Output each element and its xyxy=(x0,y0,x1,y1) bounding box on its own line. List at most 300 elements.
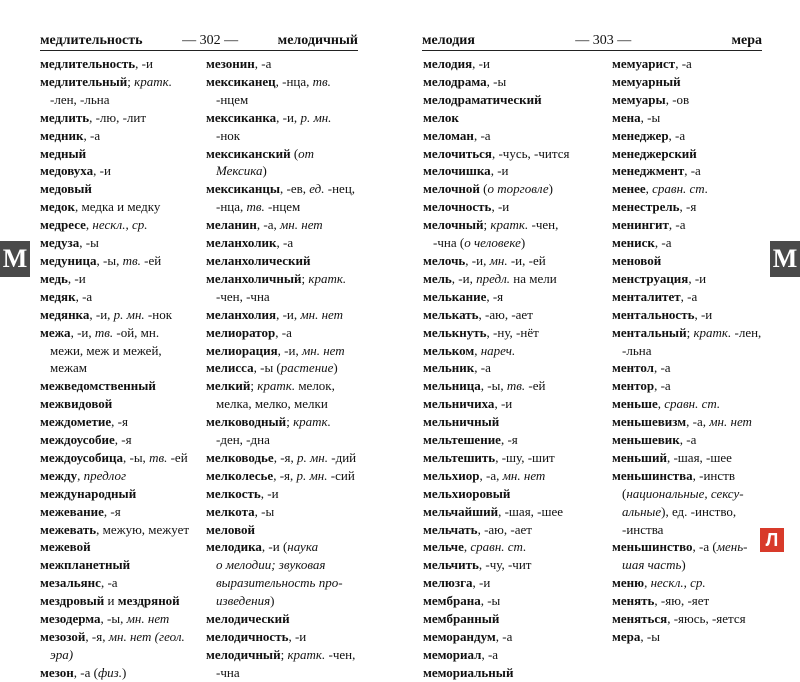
headword: мелиоратор xyxy=(206,324,276,340)
inflection: ) xyxy=(270,593,275,609)
inflection: , -и xyxy=(491,199,510,215)
grammar-note: кратк. xyxy=(257,378,296,394)
headword: мелок xyxy=(423,109,459,125)
publisher-logo-icon: Л xyxy=(760,528,784,552)
dictionary-entry xyxy=(206,610,356,628)
inflection: -чна ( xyxy=(433,235,465,251)
headword: ментальность xyxy=(612,306,695,322)
inflection: , -а xyxy=(684,163,701,179)
grammar-note: мн. нет xyxy=(300,306,344,322)
inflection: -ей xyxy=(167,449,188,465)
dictionary-entry xyxy=(423,467,603,485)
dictionary-entry xyxy=(612,449,777,467)
dictionary-entry xyxy=(206,628,356,646)
inflection: , -ы xyxy=(640,109,661,125)
dictionary-entry xyxy=(40,556,198,574)
dictionary-entry xyxy=(423,485,603,503)
dictionary-entry xyxy=(40,288,198,306)
inflection: , -я xyxy=(114,432,132,448)
headword: мелюзга xyxy=(423,575,473,591)
grammar-note: национальные, сексу- xyxy=(626,485,744,501)
dictionary-entry xyxy=(206,449,356,467)
dictionary-entry xyxy=(206,538,356,556)
grammar-note: Мексика xyxy=(216,163,263,179)
inflection: , -а xyxy=(275,324,292,340)
headword: медуница xyxy=(40,252,97,268)
dictionary-entry xyxy=(423,413,603,431)
header-first-word: медлительность xyxy=(40,33,143,48)
dictionary-entry xyxy=(206,55,356,73)
entry-continuation xyxy=(612,485,777,503)
headword: мелодичность xyxy=(206,629,289,644)
inflection: , -и, xyxy=(277,342,302,358)
headword: мелодия xyxy=(423,56,473,71)
headword: мелодрама xyxy=(423,73,487,89)
dictionary-entry xyxy=(40,252,198,270)
headword: мемуарист xyxy=(612,56,676,71)
headword: международный xyxy=(40,485,137,501)
grammar-note: р. мн. xyxy=(296,467,328,483)
headword: мембрана xyxy=(423,593,481,609)
headword: мельтешение xyxy=(423,432,501,448)
grammar-note: предл. xyxy=(476,270,511,286)
inflection: , xyxy=(644,575,651,591)
headword: ментор xyxy=(612,378,655,394)
entry-continuation xyxy=(206,395,356,413)
inflection: , -а xyxy=(495,629,513,644)
grammar-note: кратк. xyxy=(293,414,331,430)
grammar-note: тв. xyxy=(246,199,265,215)
inflection: ; xyxy=(280,646,288,662)
dictionary-entry xyxy=(206,467,356,485)
grammar-note: тв. xyxy=(312,73,331,89)
inflection: , -и, xyxy=(70,324,95,340)
dictionary-entry xyxy=(206,485,356,503)
grammar-note: мень- xyxy=(716,539,748,555)
dictionary-entry xyxy=(423,127,603,145)
headword: мемориальный xyxy=(423,664,514,680)
entry-continuation xyxy=(206,198,356,216)
headword: мелкость xyxy=(206,485,261,501)
inflection: , -я xyxy=(111,414,128,430)
headword: мельничный xyxy=(423,414,500,430)
inflection: , xyxy=(657,396,665,412)
grammar-note: кратк. xyxy=(134,73,172,89)
inflection: , -ы xyxy=(486,73,507,89)
inflection: , -ов xyxy=(665,91,690,107)
inflection: , -а, xyxy=(256,217,280,233)
headword: меломан xyxy=(423,127,474,143)
headword: мексиканцы xyxy=(206,181,280,197)
headword: менеджмент xyxy=(612,163,685,179)
inflection: , -яю, -яет xyxy=(654,593,710,609)
inflection: , -шая, -шее xyxy=(498,503,564,519)
inflection: -нец, xyxy=(324,181,356,197)
headword: медник xyxy=(40,127,84,143)
headword: меняться xyxy=(612,611,668,627)
headword: медный xyxy=(40,145,87,161)
dictionary-entry xyxy=(612,431,777,449)
dictionary-entry xyxy=(423,252,603,270)
inflection: мелок, xyxy=(295,378,335,394)
dictionary-entry xyxy=(206,342,356,360)
grammar-note: о мелодии; звуковая xyxy=(216,557,326,573)
headword: мелкота xyxy=(206,503,255,519)
inflection: -чна xyxy=(216,664,240,680)
dictionary-entry xyxy=(423,431,603,449)
inflection: , -и xyxy=(490,163,509,179)
dictionary-entry xyxy=(40,449,198,467)
inflection: , -ы, xyxy=(96,252,123,268)
grammar-note: тв. xyxy=(149,449,168,465)
dictionary-entry xyxy=(423,109,603,127)
headword: менталитет xyxy=(612,288,681,304)
entry-continuation xyxy=(206,127,356,145)
inflection: , -и xyxy=(472,575,491,591)
headword: мезодерма xyxy=(40,611,101,627)
inflection: , -и xyxy=(260,485,279,501)
headword: медок xyxy=(40,199,76,215)
headword: мелодика xyxy=(206,539,262,555)
dictionary-entry xyxy=(40,395,198,413)
dictionary-entry xyxy=(206,234,356,252)
grammar-note: о человеке xyxy=(464,235,521,251)
inflection: , -ы, xyxy=(480,378,507,394)
inflection: , -и, xyxy=(451,270,477,286)
headword: мельтешить xyxy=(423,449,496,465)
inflection: , -ы, xyxy=(122,449,150,465)
inflection: , -и xyxy=(694,306,713,322)
entry-continuation xyxy=(40,342,198,360)
headword: меланхолик xyxy=(206,235,277,251)
dictionary-entry xyxy=(40,324,198,342)
dictionary-entry xyxy=(612,610,777,628)
inflection: , межую, межует xyxy=(96,521,190,537)
inflection: , -а xyxy=(474,360,491,376)
entry-continuation xyxy=(40,91,198,109)
inflection: -нцем xyxy=(216,91,249,107)
dictionary-entry xyxy=(40,216,198,234)
inflection: ) xyxy=(681,557,686,573)
entry-continuation xyxy=(206,431,356,449)
headword: мелочь xyxy=(423,252,466,268)
dictionary-entry xyxy=(423,610,603,628)
inflection: ) xyxy=(520,235,526,251)
grammar-note: изведения xyxy=(216,593,271,609)
headword: менестрель xyxy=(612,199,680,215)
headword: мелочиться xyxy=(423,145,492,161)
inflection: , -и xyxy=(67,270,86,286)
dictionary-entry xyxy=(40,485,198,503)
headword: между xyxy=(40,467,78,483)
headword: мельчить xyxy=(423,557,479,573)
headword: мелодический xyxy=(206,611,290,627)
headword: мельник xyxy=(423,360,475,376)
grammar-note: кратк. xyxy=(693,324,732,340)
grammar-note: тв. xyxy=(506,378,526,394)
dictionary-entry xyxy=(423,306,603,324)
dictionary-entry xyxy=(206,413,356,431)
headword: мелодичный xyxy=(206,646,281,662)
dictionary-entry xyxy=(612,306,777,324)
headword: ментальный xyxy=(612,324,687,340)
grammar-note: мн. нет xyxy=(502,467,546,483)
headword: мемуары xyxy=(612,91,666,107)
dictionary-entry xyxy=(206,73,356,91)
headword: медь xyxy=(40,270,68,286)
dictionary-entry xyxy=(612,252,777,270)
dictionary-entry xyxy=(423,342,603,360)
header-first-word: мелодия xyxy=(422,33,475,48)
page-number: — 302 — xyxy=(182,33,239,48)
headword: междоусобие xyxy=(40,432,115,448)
grammar-note: ед. xyxy=(309,181,325,197)
entry-continuation xyxy=(40,359,198,377)
dictionary-entry xyxy=(423,359,603,377)
dictionary-entry xyxy=(40,610,198,628)
inflection: -ей xyxy=(525,378,546,394)
header-last-word: мера xyxy=(731,33,762,48)
entry-continuation xyxy=(206,592,356,610)
dictionary-entry xyxy=(40,413,198,431)
grammar-note: мн. нет xyxy=(301,342,345,358)
dictionary-entry xyxy=(206,180,356,198)
inflection: мелка, мелко, мелки xyxy=(216,396,328,412)
inflection: ; xyxy=(250,378,258,394)
inflection: -лен, -льна xyxy=(50,91,110,107)
entry-continuation xyxy=(612,521,777,539)
inflection: , -и xyxy=(93,163,111,179)
headword: мелисса xyxy=(206,360,254,376)
header-last-word: мелодичный xyxy=(277,33,358,48)
dictionary-entry xyxy=(40,198,198,216)
entry-continuation xyxy=(206,574,356,592)
dictionary-entry xyxy=(40,503,198,521)
grammar-note: предлог xyxy=(83,467,127,483)
dictionary-entry xyxy=(40,521,198,539)
headword: мездряной xyxy=(117,593,180,609)
inflection: , -ы xyxy=(254,503,275,519)
inflection: , -а xyxy=(100,575,118,591)
inflection: -чен, -чна xyxy=(216,288,270,304)
inflection: , -а ( xyxy=(692,539,717,555)
entry-continuation xyxy=(206,664,356,682)
dictionary-entry xyxy=(40,592,198,610)
grammar-note: сравн. ст. xyxy=(664,396,721,412)
headword: мезон xyxy=(40,664,74,680)
dictionary-entry xyxy=(612,180,777,198)
inflection: -лен, xyxy=(731,324,762,340)
inflection: -дий xyxy=(328,449,356,465)
grammar-note: наука xyxy=(287,539,319,555)
headword: мера xyxy=(612,629,641,644)
inflection: , xyxy=(77,467,84,483)
dictionary-entry xyxy=(40,431,198,449)
inflection: , -а xyxy=(481,646,499,662)
page-header-right xyxy=(422,31,762,49)
grammar-note: тв. xyxy=(94,324,114,340)
dictionary-entry xyxy=(40,234,198,252)
headword: медлительный xyxy=(40,73,128,89)
headword: мембранный xyxy=(423,611,500,627)
grammar-note: альные xyxy=(622,503,662,519)
headword: мельче xyxy=(423,539,464,555)
headword: межа xyxy=(40,324,71,340)
inflection: , -я xyxy=(486,288,504,304)
headword: меланин xyxy=(206,217,257,233)
grammar-note: кратк. xyxy=(490,217,529,233)
inflection: , -и, xyxy=(465,252,490,268)
inflection: межи, меж и межей, xyxy=(50,342,162,358)
dictionary-entry xyxy=(423,592,603,610)
inflection: , -я, xyxy=(273,449,298,465)
dictionary-entry xyxy=(423,377,603,395)
headword: межвидовой xyxy=(40,396,113,412)
headword: межевать xyxy=(40,521,97,537)
headword: меньшинство xyxy=(612,539,693,555)
headword: мексиканский xyxy=(206,145,291,161)
headword: мелодраматический xyxy=(423,91,542,107)
entry-continuation xyxy=(612,342,777,360)
letter-tab-right: М xyxy=(770,241,800,277)
headword: мельхиор xyxy=(423,467,480,483)
headword: менструация xyxy=(612,270,689,286)
inflection: , -чусь, -чится xyxy=(491,145,570,161)
dictionary-entry xyxy=(40,574,198,592)
dictionary-entry xyxy=(612,538,777,556)
dictionary-entry xyxy=(40,73,198,91)
grammar-note: мн. нет xyxy=(280,217,323,233)
inflection: , -ы ( xyxy=(253,360,281,376)
inflection: , -и, xyxy=(276,306,301,322)
letter-tab-left: М xyxy=(0,241,30,277)
dictionary-entry xyxy=(40,628,198,646)
dictionary-entry xyxy=(423,449,603,467)
dictionary-entry xyxy=(612,413,777,431)
headword: меньший xyxy=(612,449,667,465)
dictionary-entry xyxy=(423,55,603,73)
inflection: -нца, xyxy=(216,199,247,215)
dictionary-entry xyxy=(423,538,603,556)
inflection: ) xyxy=(548,181,553,197)
inflection: , -ев, xyxy=(279,181,310,197)
grammar-note: о торговле xyxy=(487,181,549,197)
headword: менеджер xyxy=(612,127,669,143)
dictionary-entry xyxy=(423,664,603,682)
inflection: -сий xyxy=(327,467,355,483)
headword: мелькать xyxy=(423,306,479,322)
inflection: , -шая, -шее xyxy=(666,449,732,465)
inflection: -нок xyxy=(216,127,241,143)
inflection: , xyxy=(463,539,471,555)
headword: мемуарный xyxy=(612,73,681,89)
inflection: , -а xyxy=(473,127,491,143)
inflection: -ой, мн. xyxy=(113,324,160,340)
inflection: ; xyxy=(301,270,309,286)
inflection: , -я, xyxy=(273,467,297,483)
entry-continuation xyxy=(423,234,603,252)
grammar-note: нескл., ср. xyxy=(650,575,706,591)
page-number: — 303 — xyxy=(575,33,632,48)
headword: меловой xyxy=(206,521,256,537)
inflection: -ей xyxy=(140,252,162,268)
grammar-note: тв. xyxy=(122,252,141,268)
headword: медлительность xyxy=(40,56,136,71)
headword: меньше xyxy=(612,396,658,412)
headword: менять xyxy=(612,593,655,609)
dictionary-entry xyxy=(612,270,777,288)
header-rule xyxy=(40,50,358,51)
headword: мельничиха xyxy=(423,396,495,412)
entry-continuation xyxy=(206,91,356,109)
inflection: , -аю, -ает xyxy=(477,521,532,537)
inflection: , -а xyxy=(83,127,101,143)
inflection: , -лю, -лит xyxy=(89,109,147,125)
dictionary-entry xyxy=(423,503,603,521)
grammar-note: р. мн. xyxy=(113,306,145,322)
headword: меньшевизм xyxy=(612,414,687,430)
inflection: , -и xyxy=(494,396,513,412)
headword: медяк xyxy=(40,288,76,304)
headword: мель xyxy=(423,270,452,286)
dictionary-entry xyxy=(423,216,603,234)
dictionary-entry xyxy=(612,55,777,73)
headword: мелиорация xyxy=(206,342,278,358)
inflection: , -а xyxy=(653,360,671,376)
inflection: , xyxy=(474,342,481,358)
headword: меланхолический xyxy=(206,252,311,268)
inflection: , -и xyxy=(288,629,307,644)
entry-column-1 xyxy=(40,55,198,682)
dictionary-entry xyxy=(206,145,356,163)
grammar-note: мн. нет xyxy=(126,611,170,627)
grammar-note: мн. нет xyxy=(709,414,752,430)
headword: мезальянс xyxy=(40,575,101,591)
grammar-note: выразительность про- xyxy=(216,575,343,591)
dictionary-entry xyxy=(206,377,356,395)
dictionary-entry xyxy=(423,628,603,646)
inflection: , -я xyxy=(103,503,121,519)
dictionary-entry xyxy=(612,574,777,592)
dictionary-entry xyxy=(40,467,198,485)
inflection: , -а xyxy=(679,432,697,448)
headword: медлить xyxy=(40,109,90,125)
inflection: , -а ( xyxy=(73,664,98,680)
inflection: ( xyxy=(479,181,488,197)
headword: менеджерский xyxy=(612,145,697,161)
inflection: ( xyxy=(622,485,627,501)
inflection: , -я xyxy=(679,199,697,215)
dictionary-entry xyxy=(612,91,777,109)
dictionary-entry xyxy=(612,234,777,252)
headword: менее xyxy=(612,181,646,197)
inflection: , -ы xyxy=(480,593,501,609)
dictionary-entry xyxy=(612,162,777,180)
dictionary-entry xyxy=(612,628,777,646)
dictionary-entry xyxy=(206,359,356,377)
entry-continuation xyxy=(206,556,356,574)
inflection: , -я xyxy=(500,432,518,448)
entry-continuation xyxy=(206,288,356,306)
dictionary-entry xyxy=(612,467,777,485)
dictionary-entry xyxy=(206,324,356,342)
inflection: -чен, xyxy=(325,646,356,662)
grammar-note: мн. нет (геол. xyxy=(108,629,185,644)
inflection: , -а xyxy=(75,288,93,304)
headword: мелкий xyxy=(206,378,251,394)
inflection: , -шу, -шит xyxy=(495,449,555,465)
dictionary-entry xyxy=(423,556,603,574)
